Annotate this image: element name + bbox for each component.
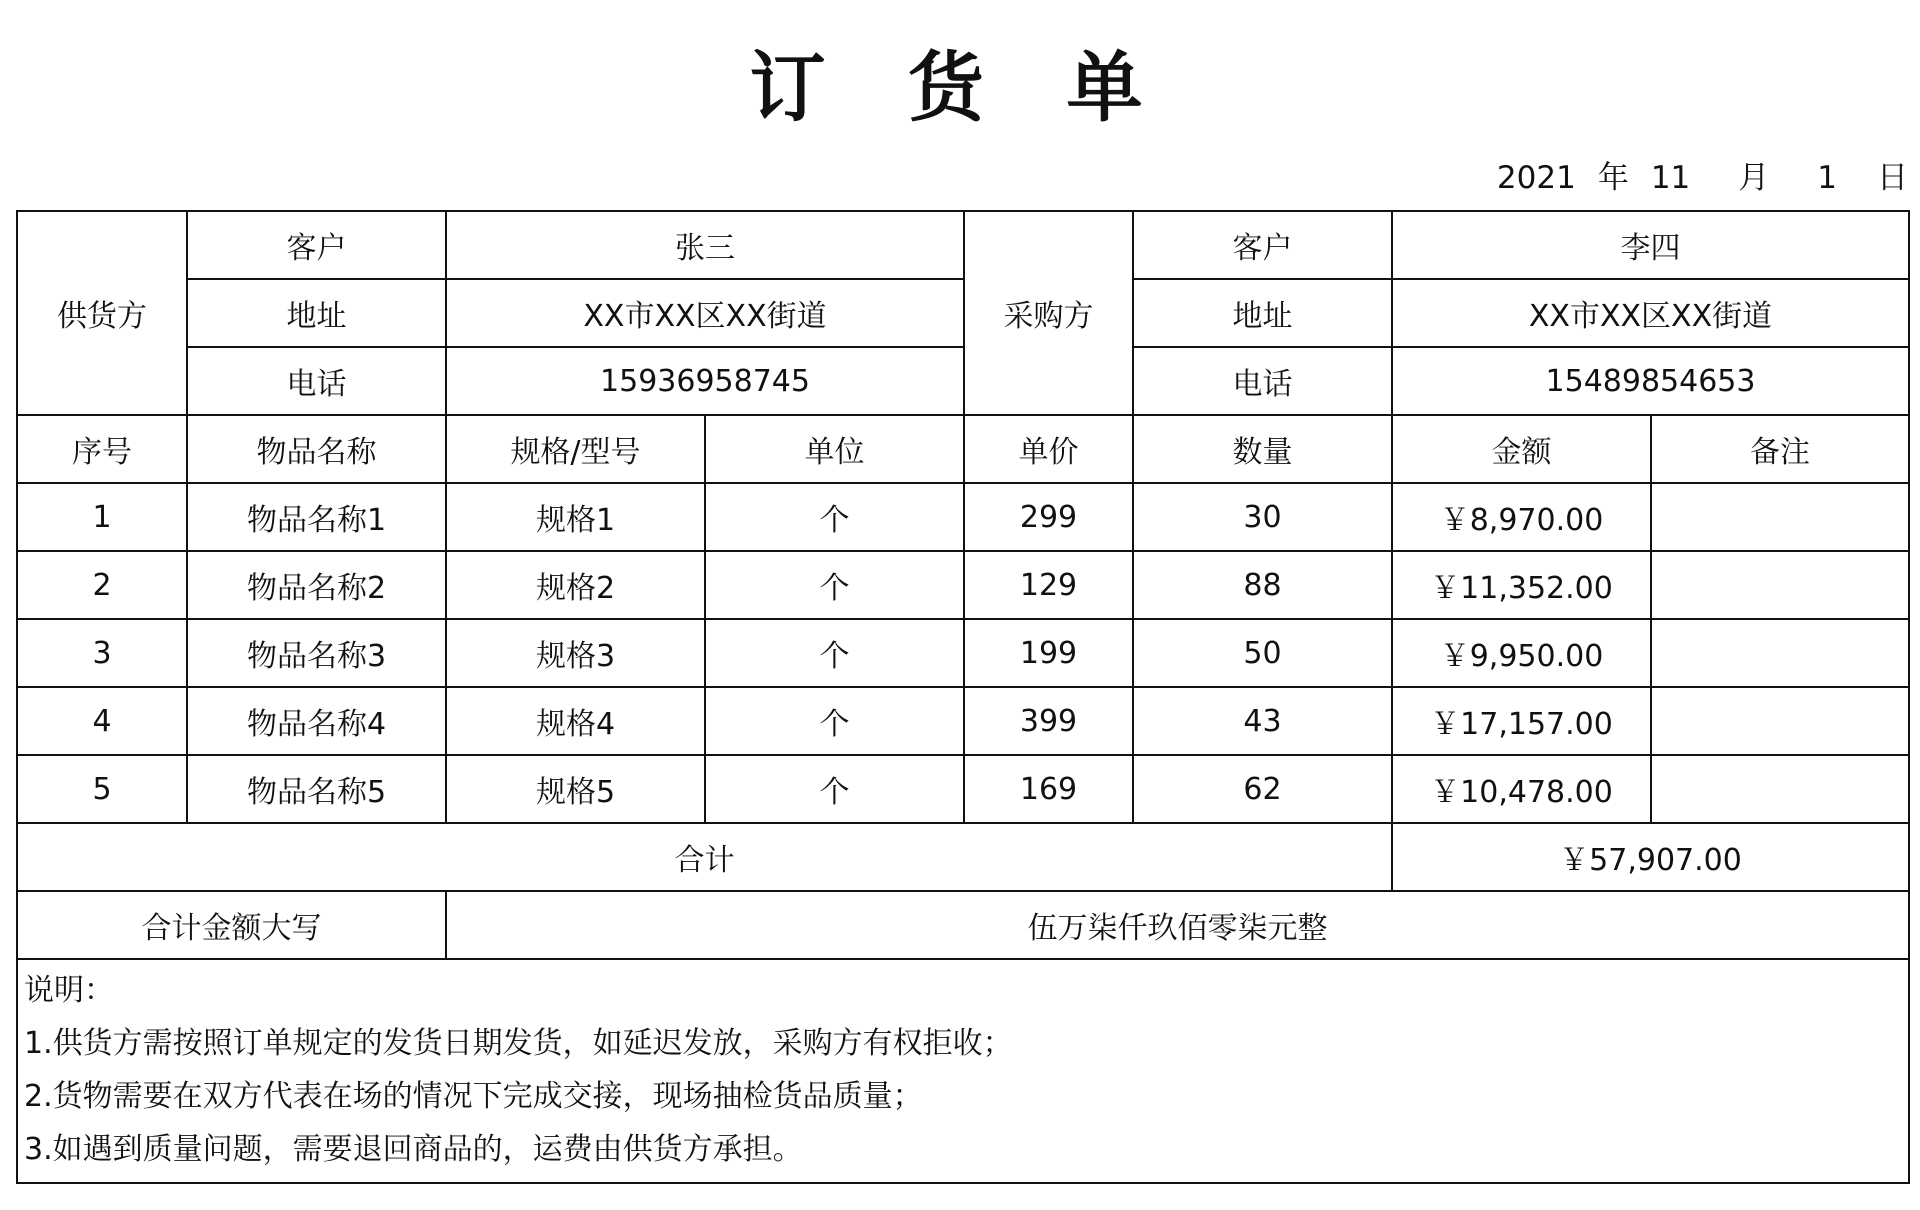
purchaser-phone-label: 电话 bbox=[1133, 347, 1392, 415]
party-row-customer bbox=[17, 211, 1909, 279]
table-row bbox=[17, 687, 1909, 755]
supplier-address-label: 地址 bbox=[187, 279, 446, 347]
item-no: 3 bbox=[17, 619, 187, 687]
column-header-no: 序号 bbox=[17, 415, 187, 483]
table-row bbox=[17, 755, 1909, 823]
document-title: 订 货 单 bbox=[749, 43, 1171, 132]
item-name: 物品名称1 bbox=[187, 483, 446, 551]
item-amount: ￥10,478.00 bbox=[1392, 755, 1651, 823]
order-date bbox=[1497, 158, 1908, 198]
item-unit: 个 bbox=[705, 483, 964, 551]
notes-row bbox=[17, 959, 1909, 1183]
date-day-label: 日 bbox=[1877, 160, 1908, 196]
item-amount: ￥8,970.00 bbox=[1392, 483, 1651, 551]
item-unit: 个 bbox=[705, 755, 964, 823]
item-qty: 50 bbox=[1133, 619, 1392, 687]
item-unit: 个 bbox=[705, 619, 964, 687]
item-no: 5 bbox=[17, 755, 187, 823]
item-remark bbox=[1651, 687, 1909, 755]
item-price: 299 bbox=[964, 483, 1133, 551]
supplier-phone-value: 15936958745 bbox=[446, 347, 964, 415]
item-amount: ￥11,352.00 bbox=[1392, 551, 1651, 619]
item-name: 物品名称4 bbox=[187, 687, 446, 755]
item-price: 129 bbox=[964, 551, 1133, 619]
item-spec: 规格4 bbox=[446, 687, 705, 755]
purchaser-customer-label: 客户 bbox=[1133, 211, 1392, 279]
item-remark bbox=[1651, 483, 1909, 551]
order-table bbox=[16, 210, 1910, 1184]
item-no: 4 bbox=[17, 687, 187, 755]
column-header-price: 单价 bbox=[964, 415, 1133, 483]
item-remark bbox=[1651, 619, 1909, 687]
date-month: 11 bbox=[1650, 160, 1691, 196]
table-row bbox=[17, 551, 1909, 619]
total-upper-row bbox=[17, 891, 1909, 959]
item-name: 物品名称5 bbox=[187, 755, 446, 823]
purchaser-address-value: XX市XX区XX街道 bbox=[1392, 279, 1909, 347]
item-unit: 个 bbox=[705, 687, 964, 755]
item-name: 物品名称3 bbox=[187, 619, 446, 687]
items-header-row bbox=[17, 415, 1909, 483]
item-unit: 个 bbox=[705, 551, 964, 619]
party-row-address bbox=[17, 279, 1909, 347]
total-label: 合计 bbox=[17, 823, 1392, 891]
date-year-label: 年 bbox=[1597, 160, 1629, 196]
item-amount: ￥9,950.00 bbox=[1392, 619, 1651, 687]
item-price: 399 bbox=[964, 687, 1133, 755]
purchaser-address-label: 地址 bbox=[1133, 279, 1392, 347]
item-price: 199 bbox=[964, 619, 1133, 687]
supplier-customer-value: 张三 bbox=[446, 211, 964, 279]
item-spec: 规格3 bbox=[446, 619, 705, 687]
item-remark bbox=[1651, 551, 1909, 619]
purchaser-customer-value: 李四 bbox=[1392, 211, 1909, 279]
item-spec: 规格5 bbox=[446, 755, 705, 823]
supplier-customer-label: 客户 bbox=[187, 211, 446, 279]
item-name: 物品名称2 bbox=[187, 551, 446, 619]
item-no: 1 bbox=[17, 483, 187, 551]
supplier-label: 供货方 bbox=[17, 211, 187, 415]
column-header-unit: 单位 bbox=[705, 415, 964, 483]
notes-section bbox=[17, 959, 1909, 1183]
purchaser-label: 采购方 bbox=[964, 211, 1133, 415]
note-line: 3.如遇到质量问题，需要退回商品的，运费由供货方承担。 bbox=[24, 1132, 803, 1167]
note-line: 2.货物需要在双方代表在场的情况下完成交接，现场抽检货品质量； bbox=[24, 1079, 923, 1114]
notes-heading: 说明： bbox=[24, 973, 114, 1008]
item-spec: 规格2 bbox=[446, 551, 705, 619]
column-header-amount: 金额 bbox=[1392, 415, 1651, 483]
item-no: 2 bbox=[17, 551, 187, 619]
column-header-qty: 数量 bbox=[1133, 415, 1392, 483]
date-day: 1 bbox=[1817, 160, 1837, 196]
item-qty: 43 bbox=[1133, 687, 1392, 755]
item-price: 169 bbox=[964, 755, 1133, 823]
party-row-phone bbox=[17, 347, 1909, 415]
column-header-remark: 备注 bbox=[1651, 415, 1909, 483]
purchaser-phone-value: 15489854653 bbox=[1392, 347, 1909, 415]
table-row bbox=[17, 619, 1909, 687]
column-header-spec: 规格/型号 bbox=[446, 415, 705, 483]
item-remark bbox=[1651, 755, 1909, 823]
item-qty: 30 bbox=[1133, 483, 1392, 551]
date-year: 2021 bbox=[1496, 160, 1576, 196]
table-row bbox=[17, 483, 1909, 551]
date-month-label: 月 bbox=[1738, 160, 1770, 196]
total-upper-label: 合计金额大写 bbox=[17, 891, 446, 959]
item-amount: ￥17,157.00 bbox=[1392, 687, 1651, 755]
supplier-phone-label: 电话 bbox=[187, 347, 446, 415]
total-upper-value: 伍万柒仟玖佰零柒元整 bbox=[446, 891, 1909, 959]
supplier-address-value: XX市XX区XX街道 bbox=[446, 279, 964, 347]
total-row bbox=[17, 823, 1909, 891]
column-header-name: 物品名称 bbox=[187, 415, 446, 483]
item-qty: 88 bbox=[1133, 551, 1392, 619]
note-line: 1.供货方需按照订单规定的发货日期发货，如延迟发放，采购方有权拒收； bbox=[24, 1026, 1013, 1061]
item-spec: 规格1 bbox=[446, 483, 705, 551]
total-value: ￥57,907.00 bbox=[1392, 823, 1909, 891]
item-qty: 62 bbox=[1133, 755, 1392, 823]
